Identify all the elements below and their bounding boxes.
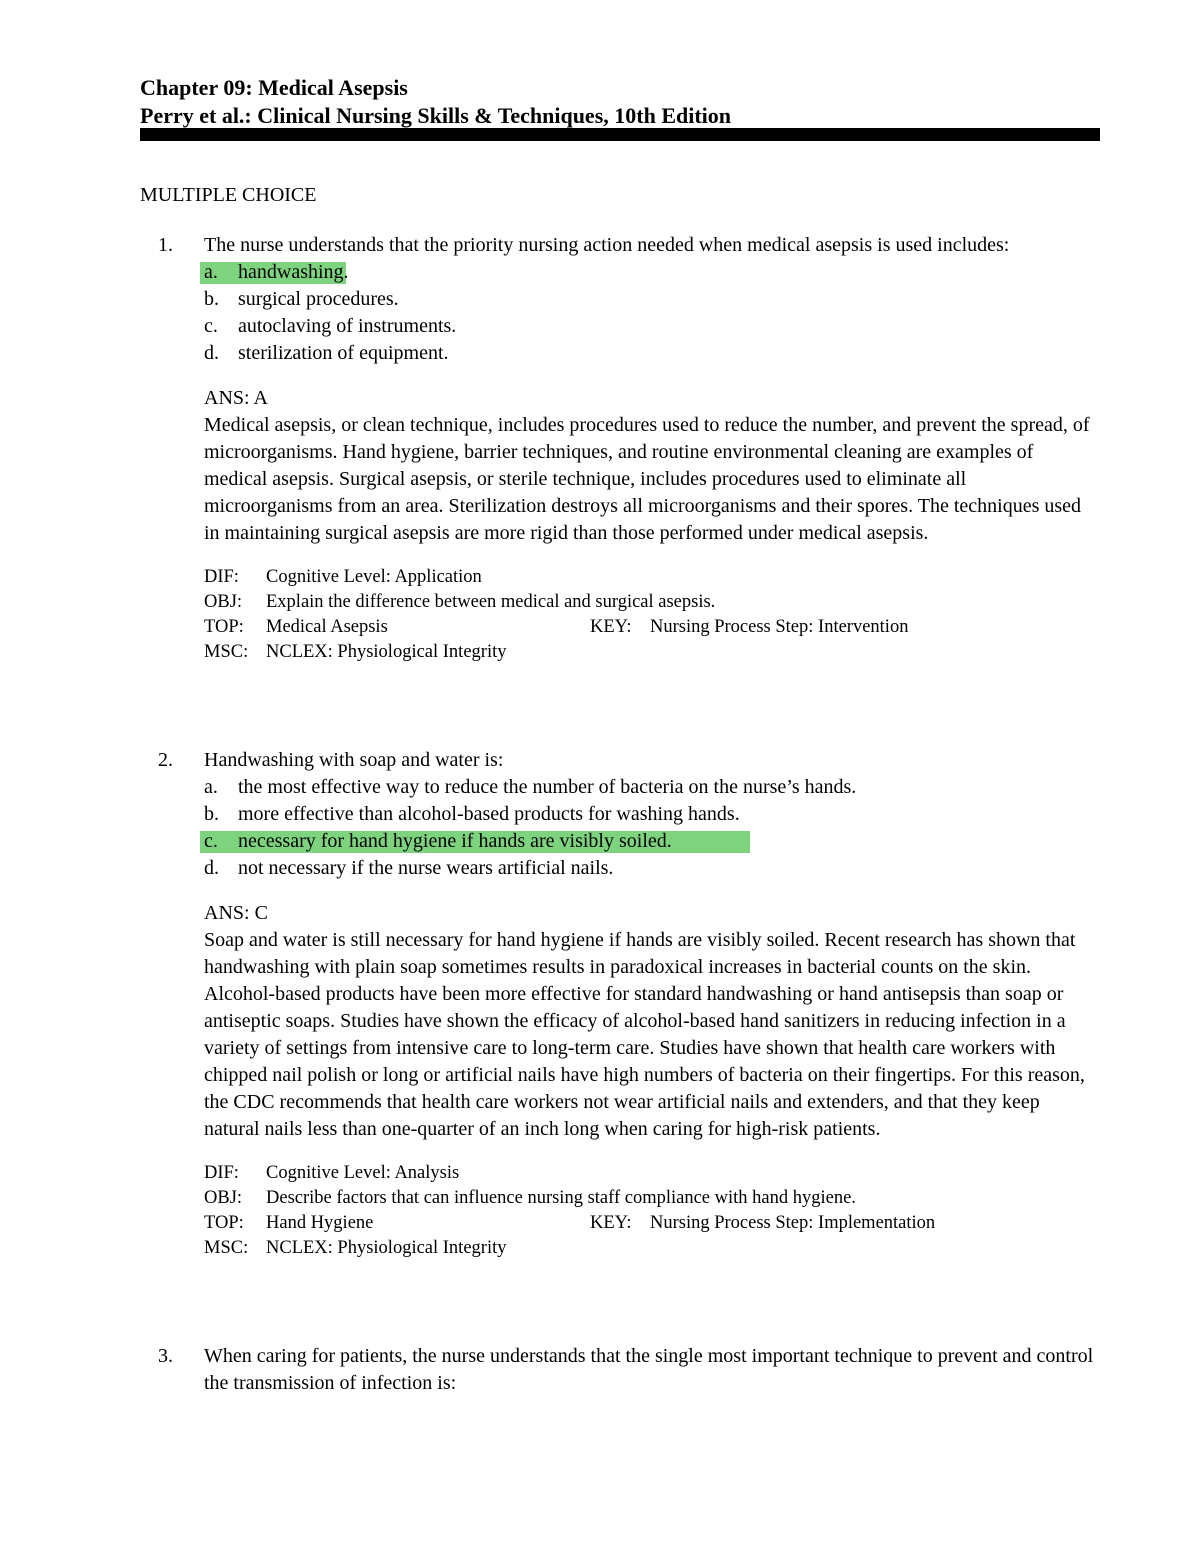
option-letter: c. xyxy=(204,315,218,337)
question-stem xyxy=(140,747,1100,774)
option-text: more effective than alcohol-based products for washing hands. xyxy=(238,803,740,825)
option-letter: b. xyxy=(204,803,219,825)
key-value: Nursing Process Step: Intervention xyxy=(650,617,909,637)
msc-label: MSC: xyxy=(204,642,249,662)
top-value: Hand Hygiene xyxy=(266,1213,374,1233)
document-header xyxy=(140,74,1100,130)
option-text: surgical procedures. xyxy=(238,288,399,310)
question-1 xyxy=(140,232,1100,665)
key-label: KEY: xyxy=(590,617,632,637)
answer-key: ANS: C xyxy=(204,902,268,924)
option-b xyxy=(204,286,1100,313)
option-d xyxy=(204,340,1100,367)
option-text: sterilization of equipment. xyxy=(238,342,449,364)
msc-row xyxy=(204,640,1100,665)
top-label: TOP: xyxy=(204,1213,244,1233)
option-list xyxy=(204,774,1100,882)
answer-key: ANS: A xyxy=(204,387,268,409)
dif-label: DIF: xyxy=(204,1163,239,1183)
option-a xyxy=(204,774,1100,801)
book-title: Perry et al.: Clinical Nursing Skills & Techniques, 10th Edition xyxy=(140,103,732,128)
question-stem xyxy=(140,1343,1100,1397)
option-text: not necessary if the nurse wears artificial nails. xyxy=(238,857,614,879)
top-key-row xyxy=(204,1211,1100,1236)
question-number: 1. xyxy=(158,234,173,256)
chapter-title: Chapter 09: Medical Asepsis xyxy=(140,75,408,100)
msc-value: NCLEX: Physiological Integrity xyxy=(266,1238,507,1258)
obj-label: OBJ: xyxy=(204,592,243,612)
question-number: 2. xyxy=(158,749,173,771)
top-label: TOP: xyxy=(204,617,244,637)
option-letter: b. xyxy=(204,288,219,310)
obj-label: OBJ: xyxy=(204,1188,243,1208)
obj-value: Describe factors that can influence nursing staff compliance with hand hygiene. xyxy=(266,1188,856,1208)
dif-value: Cognitive Level: Application xyxy=(266,567,482,587)
top-value: Medical Asepsis xyxy=(266,617,388,637)
question-metadata xyxy=(204,565,1100,665)
question-2 xyxy=(140,747,1100,1261)
top-key-row xyxy=(204,615,1100,640)
option-text: autoclaving of instruments. xyxy=(238,315,457,337)
question-3 xyxy=(140,1343,1100,1397)
question-text: When caring for patients, the nurse understands that the single most important technique to prevent and control the transmission of infection is: xyxy=(204,1345,1094,1394)
obj-row xyxy=(204,590,1100,615)
option-text: the most effective way to reduce the number of bacteria on the nurse’s hands. xyxy=(238,776,857,798)
obj-value: Explain the difference between medical and surgical asepsis. xyxy=(266,592,716,612)
section-title: MULTIPLE CHOICE xyxy=(140,184,317,206)
dif-label: DIF: xyxy=(204,567,239,587)
option-letter: a. xyxy=(204,261,218,283)
option-c xyxy=(204,313,1100,340)
rationale-text: Soap and water is still necessary for hand hygiene if hands are visibly soiled. Recent research has shown that handwashing with plain soap sometimes results in paradoxical increases in bacterial counts on the skin. Alcohol-based products have been more effective for standard handwashing or hand antisepsis than soap or antiseptic soaps. Studies have shown the efficacy of alcohol-based hand sanitizers in reducing infection in a variety of settings from intensive care to long-term care. Studies have shown that health care workers with chipped nail polish or long or artificial nails have high numbers of bacteria on their fingertips. For this reason, the CDC recommends that health care workers not wear artificial nails and extenders, and that they keep natural nails less than one-quarter of an inch long when caring for high-risk patients. xyxy=(204,929,1085,1140)
question-metadata xyxy=(204,1161,1100,1261)
header-rule xyxy=(140,128,1100,141)
question-text: The nurse understands that the priority nursing action needed when medical asepsis is used includes: xyxy=(204,234,1010,256)
option-a xyxy=(204,259,1100,286)
key-value: Nursing Process Step: Implementation xyxy=(650,1213,936,1233)
question-number: 3. xyxy=(158,1345,173,1367)
obj-row xyxy=(204,1186,1100,1211)
option-d xyxy=(204,855,1100,882)
msc-label: MSC: xyxy=(204,1238,249,1258)
option-letter: a. xyxy=(204,776,218,798)
dif-row xyxy=(204,1161,1100,1186)
msc-row xyxy=(204,1236,1100,1261)
msc-value: NCLEX: Physiological Integrity xyxy=(266,642,507,662)
option-text: necessary for hand hygiene if hands are visibly soiled. xyxy=(238,830,672,852)
option-list xyxy=(204,259,1100,367)
option-c xyxy=(204,828,1100,855)
dif-row xyxy=(204,565,1100,590)
option-letter: d. xyxy=(204,342,219,364)
key-label: KEY: xyxy=(590,1213,632,1233)
option-text: handwashing. xyxy=(238,261,349,283)
option-letter: d. xyxy=(204,857,219,879)
rationale-text: Medical asepsis, or clean technique, includes procedures used to reduce the number, and prevent the spread, of microorganisms. Hand hygiene, barrier techniques, and routine environmental cleaning are examples of medical asepsis. Surgical asepsis, or sterile technique, includes procedures used to eliminate all microorganisms from an area. Sterilization destroys all microorganisms and their spores. The techniques used in maintaining surgical asepsis are more rigid than those performed under medical asepsis. xyxy=(204,414,1090,544)
option-b xyxy=(204,801,1100,828)
option-letter: c. xyxy=(204,830,218,852)
question-stem xyxy=(140,232,1100,259)
question-text: Handwashing with soap and water is: xyxy=(204,749,504,771)
dif-value: Cognitive Level: Analysis xyxy=(266,1163,460,1183)
